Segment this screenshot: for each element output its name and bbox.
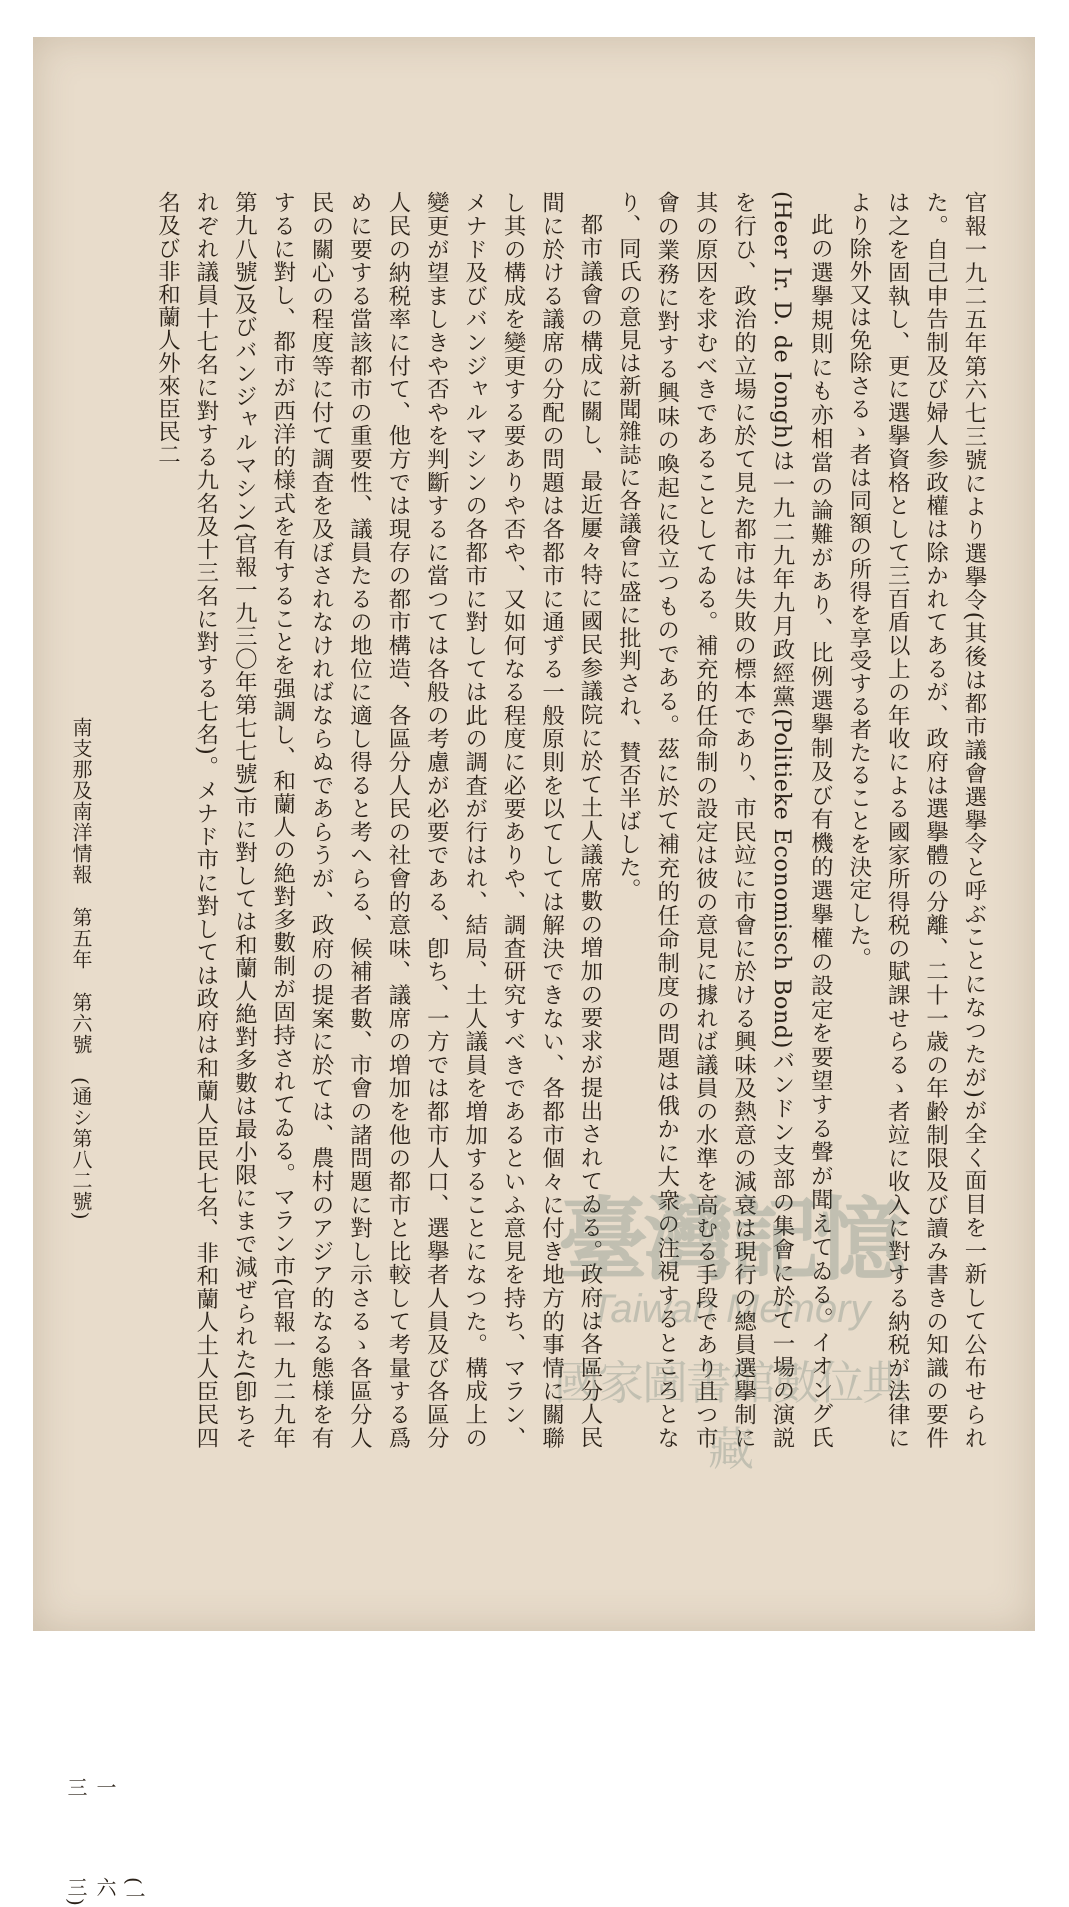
volume-number: 第五年 xyxy=(69,907,93,970)
total-page-number: (一六三) xyxy=(64,1877,146,1907)
cumulative-issue: (通シ第八二號) xyxy=(69,1077,93,1221)
page-footer xyxy=(62,717,146,1907)
watermark-chinese-text: 臺灣記憶 xyxy=(558,1187,902,1293)
issue-number: 第六號 xyxy=(69,992,93,1055)
watermark-library-text: 國家圖書館數位典藏 xyxy=(554,1356,906,1476)
paragraph-1: 官報一九二五年第六七三號により選擧令(其後は都市議會選擧令と呼ぶことになつたが)が全く面目を一新して公布せられた。自己申告制及び婦人参政權は除かれてあるが、政府は選擧體の分離、二十一歳の年齢制限及び讀み書きの知識の要件は之を固執し、更に選擧資格として三百盾以上の年收による國家所得税の賦課せらるゝ者竝に收入に對する納税が法律により除外又は免除さるゝ者は同額の所得を享受する者たることを決定した。 xyxy=(845,191,987,1449)
watermark-english-text: Taiwan Memory xyxy=(589,1287,871,1331)
publication-title: 南支那及南洋情報 xyxy=(69,717,93,885)
document-page xyxy=(33,37,1035,1907)
page-number: 一三 xyxy=(64,1777,117,1798)
body-text xyxy=(148,191,993,1449)
paragraph-2: 此の選擧規則にも亦相當の論難があり、比例選擧制及び有機的選擧權の設定を要望する聲が聞えてゐる。イオング氏(Heer Ir. D. de Iongh)は一九二九年九月政經黨(Politieke Economisch Bond)バンドン支部の集會に於て一場の演説を行ひ、政治的立場に於て見た都市は失敗の標本であり、市民竝に市會に於ける興味及熱意の減衰は現行の總員選擧制に其の原因を求むべきであることしてゐる。補充的任命制の設定は彼の意見に據れば議員の水準を高むる手段であり且つ市會の業務に對する興味の喚起に役立つものである。茲に於て補充的任命制度の問題は俄かに大衆の注視するところとなり、同氏の意見は新聞雜誌に各議會に盛に批判され、賛否半ばした。 xyxy=(615,191,834,1449)
paragraph-3: 都市議會の構成に關し、最近屢々特に國民参議院に於て土人議席數の増加の要求が提出されてゐる。政府は各區分人民間に於ける議席の分配の問題は各都市に通ずる一般原則を以てしては解決できない、各都市個々に付き地方的事情に關聯し其の構成を變更する要ありや否や、又如何なる程度に必要ありや、調査研究すべきであるといふ意見を持ち、マラン、メナド及びバンジャルマシンの各都市に對しては此の調査が行はれ、結局、土人議員を増加することになつた。構成上の變更が望ましきや否やを判斷するに當つては各般の考慮が必要である、卽ち、一方では都市人口、選擧者人員及び各區分人民の納税率に付て、他方では現存の都市構造、各區分人民の社會的意味、議席の増加を他の都市と比較して考量する爲めに要する當該都市の重要性、議員たるの地位に適し得ると考へらる、候補者數、市會の諸問題に對し示さるゝ各區分人民の關心の程度等に付て調査を及ぼされなければならぬであらうが、政府の提案に於ては、農村のアジア的なる態様を有するに對し、都市が西洋的様式を有することを强調し、和蘭人の絶對多數制が固持されてゐる。マラン市(官報一九二九年第九八號)及びバンジャルマシン(官報一九三〇年第七七號)市に對しては和蘭人絶對多數は最小限にまで減ぜられた(卽ちそれぞれ議員十七名に對する九名及十三名に對する七名)。メナド市に對しては政府は和蘭人臣民七名、非和蘭人土人臣民四名及び非和蘭人外來臣民二 xyxy=(154,191,603,1449)
